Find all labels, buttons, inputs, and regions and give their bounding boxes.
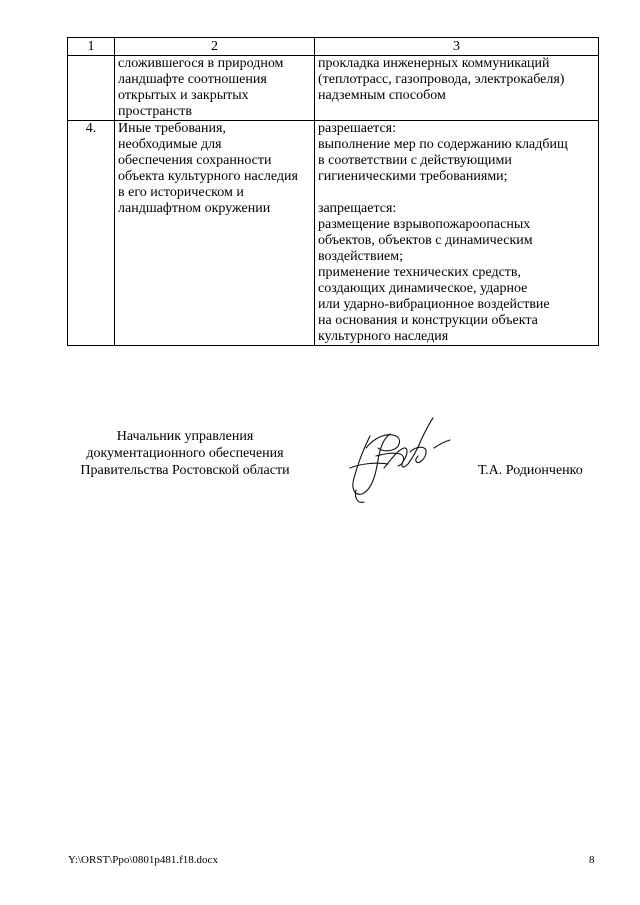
requirements-table bbox=[67, 37, 599, 346]
requirement-line: обеспечения сохранности bbox=[118, 153, 272, 168]
requirement-line: необходимые для bbox=[118, 137, 222, 152]
details-line: (теплотрасс, газопровода, электрокабеля) bbox=[318, 72, 565, 87]
column-header-2: 2 bbox=[115, 38, 315, 56]
page-number: 8 bbox=[589, 854, 595, 866]
allowed-line: гигиеническими требованиями; bbox=[318, 169, 508, 184]
prohibited-line: запрещается: bbox=[318, 201, 397, 216]
column-header-1: 1 bbox=[68, 38, 115, 56]
requirement-line: Иные требования, bbox=[118, 121, 226, 136]
allowed-line: выполнение мер по содержанию кладбищ bbox=[318, 137, 568, 152]
signer-position bbox=[40, 428, 330, 479]
paragraph-gap bbox=[318, 185, 595, 201]
requirement-line: в его историческом и bbox=[118, 185, 244, 200]
prohibited-line: культурного наследия bbox=[318, 329, 449, 344]
prohibited-line: размещение взрывопожароопасных bbox=[318, 217, 531, 232]
requirement-line: ландшафтном окружении bbox=[118, 201, 271, 216]
requirement-line: пространств bbox=[118, 104, 192, 119]
table-header-row bbox=[68, 38, 599, 56]
prohibited-line: или ударно-вибрационное воздействие bbox=[318, 297, 550, 312]
table-row bbox=[68, 121, 599, 346]
footer-file-path: Y:\ORST\Ppo\0801p481.f18.docx bbox=[68, 854, 218, 866]
prohibited-line: воздействием; bbox=[318, 249, 404, 264]
prohibited-line: создающих динамическое, ударное bbox=[318, 281, 528, 296]
details-line: прокладка инженерных коммуникаций bbox=[318, 56, 550, 71]
handwritten-signature bbox=[340, 408, 460, 508]
position-line: Начальник управления bbox=[116, 429, 254, 444]
requirement-line: сложившегося в природном bbox=[118, 56, 284, 71]
allowed-line: разрешается: bbox=[318, 121, 396, 136]
requirement-line: открытых и закрытых bbox=[118, 88, 249, 103]
position-line: документационного обеспечения bbox=[86, 446, 284, 461]
details-cell bbox=[315, 56, 599, 121]
row-number-cell bbox=[68, 56, 115, 121]
requirement-line: объекта культурного наследия bbox=[118, 169, 298, 184]
allowed-line: в соответствии с действующими bbox=[318, 153, 512, 168]
prohibited-line: применение технических средств, bbox=[318, 265, 522, 280]
prohibited-line: объектов, объектов с динамическим bbox=[318, 233, 533, 248]
details-line: надземным способом bbox=[318, 88, 446, 103]
signer-name: Т.А. Родионченко bbox=[478, 463, 583, 478]
position-line: Правительства Ростовской области bbox=[80, 463, 290, 478]
requirement-cell bbox=[115, 121, 315, 346]
requirement-cell bbox=[115, 56, 315, 121]
requirement-line: ландшафте соотношения bbox=[118, 72, 267, 87]
column-header-3: 3 bbox=[315, 38, 599, 56]
row-number-cell: 4. bbox=[68, 121, 115, 346]
prohibited-line: на основания и конструкции объекта bbox=[318, 313, 538, 328]
details-cell bbox=[315, 121, 599, 346]
table-row bbox=[68, 56, 599, 121]
